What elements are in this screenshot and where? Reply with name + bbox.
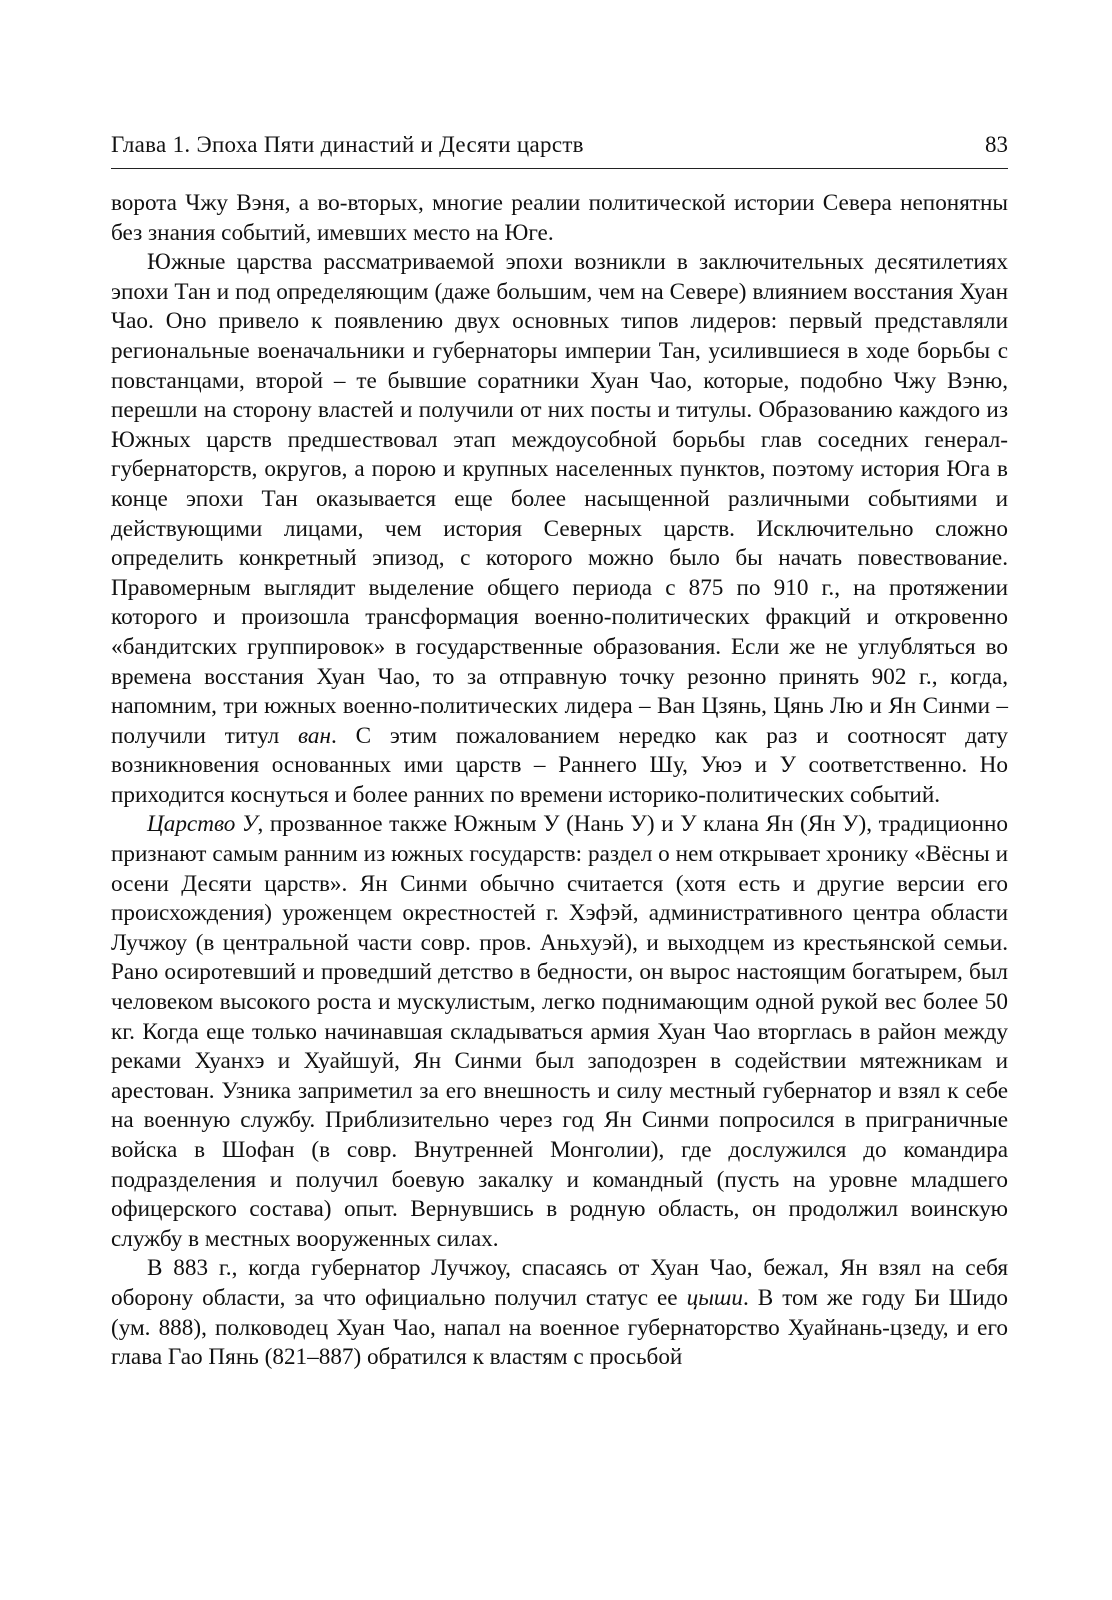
paragraph-continuation	[111, 189, 1008, 248]
italic-term-cishi: цыши	[686, 1284, 743, 1311]
chapter-title: Глава 1. Эпоха Пяти династий и Десяти царств	[111, 132, 584, 157]
text-run: , прозванное также Южным У (Нань У) и У клана Ян (Ян У), традиционно признают самым ранним из южных государств: раздел о нем открывает хронику «Вёсны и осени Десяти царств». Ян Синми обычно считается (хотя есть и другие версии его происхождения) уроженцем окрестностей г. Хэфэй, административного центра области Лучжоу (в центральной части совр. пров. Аньхуэй), и выходцем из крестьянской семьи. Рано осиротевший и проведший детство в бедности, он вырос настоящим богатырем, был человеком высокого роста и мускулистым, легко поднимающим одной рукой вес более 50 кг. Когда еще только начинавшая складываться армия Хуан Чао вторглась в район между реками Хуанхэ и Хуайшуй, Ян Синми был заподозрен в содействии мятежникам и арестован. Узника заприметил за его внешность и силу местный губернатор и взял к себе на военную службу. Приблизительно через год Ян Синми попросился в приграничные войска в Шофан (в совр. Внутренней Монголии), где дослужился до командира подразделения и получил боевую закалку и командный (пусть на уровне младшего офицерского состава) опыт. Вернувшись в родную область, он продолжил воинскую службу в местных вооруженных силах.	[111, 811, 1008, 1252]
text-run: В 883 г., когда губернатор Лучжоу, спасаясь от Хуан Чао, бежал, Ян взял на себя оборону области, за что официально получил статус ее	[111, 1255, 1008, 1311]
text-run: . С этим пожалованием нередко как раз и соотносят дату возникновения основанных ими царств – Раннего Шу, Уюэ и У соответственно. Но приходится коснуться и более ранних по времени историко-политических событий.	[111, 722, 1008, 808]
text-run: Южные царства рассматриваемой эпохи возникли в заключительных десятилетиях эпохи Тан и под определяющим (даже большим, чем на Севере) влиянием восстания Хуан Чао. Оно привело к появлению двух основных типов лидеров: первый представляли региональные военачальники и губернаторы империи Тан, усилившиеся в ходе борьбы с повстанцами, второй – те бывшие соратники Хуан Чао, которые, подобно Чжу Вэню, перешли на сторону властей и получили от них посты и титулы. Образованию каждого из Южных царств предшествовал этап междоусобной борьбы глав соседних генерал-губернаторств, округов, а порою и крупных населенных пунктов, поэтому история Юга в конце эпохи Тан оказывается еще более насыщенной различными событиями и действующими лицами, чем история Северных царств. Исключительно сложно определить конкретный эпизод, с которого можно было бы начать повествование. Правомерным выглядит выделение общего периода с 875 по 910 г., на протяжении которого и произошла трансформация военно-политических фракций и откровенно «бандитских группировок» в государственные образования. Если же не углубляться во времена восстания Хуан Чао, то за отправную точку резонно принять 902 г., когда, напомним, три южных военно-политических лидера – Ван Цзянь, Цянь Лю и Ян Синми – получили титул	[111, 249, 1008, 749]
page-number: 83	[985, 132, 1008, 157]
body-text	[111, 189, 1008, 1373]
paragraph-883	[111, 1254, 1008, 1372]
text-run: ворота Чжу Вэня, а во-вторых, многие реалии политической истории Севера непонятны без знания событий, имевших место на Юге.	[111, 190, 1008, 246]
italic-term-van: ван	[298, 722, 332, 749]
paragraph-kingdom-wu	[111, 810, 1008, 1254]
text-run: . В том же году Би Шидо (ум. 888), полководец Хуан Чао, напал на военное губернаторство Хуайнань-цзеду, и его глава Гао Пянь (821–887) обратился к властям с просьбой	[111, 1284, 1008, 1371]
paragraph-southern-kingdoms	[111, 248, 1008, 810]
running-header	[111, 128, 1008, 169]
italic-term-kingdom-wu: Царство У	[147, 811, 258, 838]
